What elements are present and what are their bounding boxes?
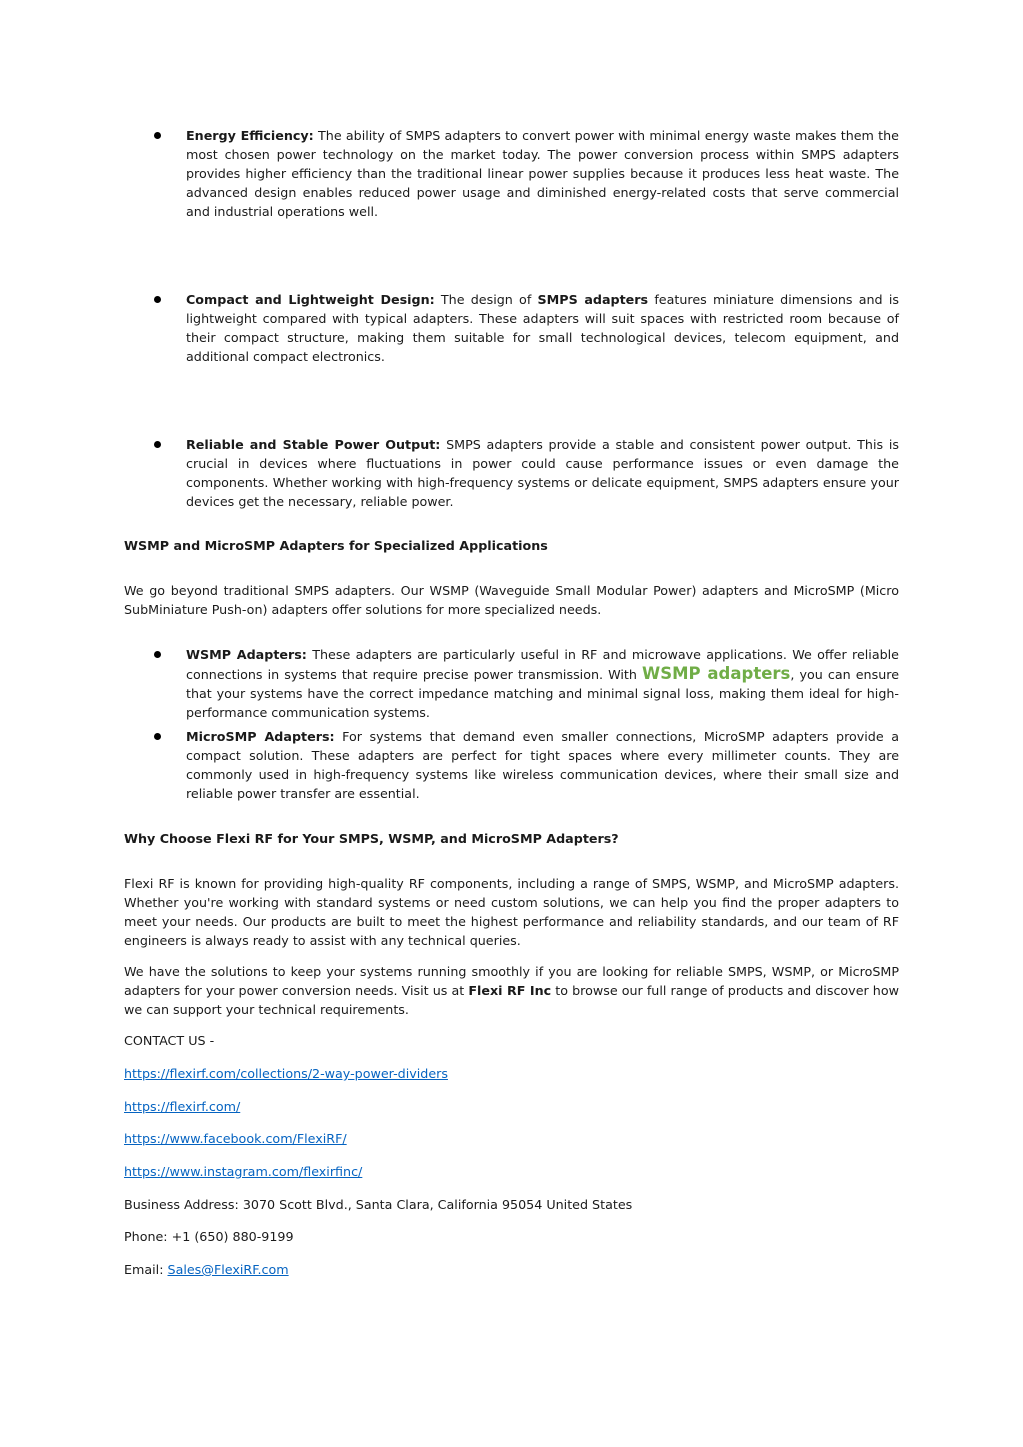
section-intro-paragraph: We go beyond traditional SMPS adapters. Our WSMP (Waveguide Small Modular Power) adapters and MicroSMP (Micro SubMiniature Push-on) adapters offer solutions for more specialized needs. [124, 583, 899, 617]
bullet-dot [154, 733, 161, 740]
bullet-text: For systems that demand even smaller connections, MicroSMP adapters provide a compact solution. These adapters are perfect for tight spaces where every millimeter counts. They are commonly used in high-frequency systems like wireless communication devices, where their small size and reliable power transfer are essential. [186, 729, 900, 801]
bullet-microsmp-adapters [186, 727, 899, 803]
why-choose-paragraph-2 [124, 962, 899, 1019]
bullet-text: The ability of SMPS adapters to convert power with minimal energy waste makes them the most chosen power technology on the market today. The power conversion process within SMPS adapters provides higher efficiency than the traditional linear power supplies because it produces less heat waste. The advanced design enables reduced power usage and diminished energy-related costs that serve commercial and industrial operations well. [186, 128, 899, 219]
email-link[interactable]: Sales@FlexiRF.com [167, 1262, 289, 1277]
company-name: Flexi RF Inc [468, 983, 552, 998]
bullet-text: The design of [434, 292, 538, 307]
bullet-energy-efficiency [186, 126, 899, 221]
bullet-dot [154, 441, 161, 448]
bullet-dot [154, 296, 161, 303]
bullet-compact-design [186, 290, 899, 366]
email-label: Email: [124, 1262, 168, 1277]
bullet-title: Energy Efficiency: [186, 128, 314, 143]
bullet-title: Compact and Lightweight Design: [186, 292, 435, 307]
bullet-title: Reliable and Stable Power Output: [186, 437, 441, 452]
link-facebook[interactable]: https://www.facebook.com/FlexiRF/ [124, 1131, 347, 1146]
wsmp-adapters-link[interactable]: WSMP adapters [642, 664, 791, 683]
paragraph-text: to browse our full range of products and discover how we can support your technical requirements. [124, 983, 899, 1017]
bullet-wsmp-adapters [186, 645, 899, 722]
bullet-reliable-output [186, 435, 899, 511]
bullet-bold-term: SMPS adapters [537, 292, 649, 307]
section-heading-specialized: WSMP and MicroSMP Adapters for Specialized Applications [124, 538, 548, 553]
link-power-dividers[interactable]: https://flexirf.com/collections/2-way-power-dividers [124, 1066, 448, 1081]
contact-us-label: CONTACT US - [124, 1033, 215, 1048]
email-line [124, 1260, 289, 1279]
bullet-text: These adapters are particularly useful in RF and microwave applications. We offer reliable connections in systems that require precise power transmission. With [186, 647, 899, 682]
paragraph-text: We have the solutions to keep your systems running smoothly if you are looking for reliable SMPS, WSMP, or MicroSMP adapters for your power conversion needs. Visit us at [124, 964, 899, 998]
phone-number: Phone: +1 (650) 880-9199 [124, 1229, 294, 1244]
bullet-title: WSMP Adapters: [186, 647, 307, 662]
bullet-title: MicroSMP Adapters: [186, 729, 335, 744]
section-heading-why-choose: Why Choose Flexi RF for Your SMPS, WSMP, and MicroSMP Adapters? [124, 831, 619, 846]
link-instagram[interactable]: https://www.instagram.com/flexirfinc/ [124, 1164, 363, 1179]
bullet-text: SMPS adapters provide a stable and consistent power output. This is crucial in devices where fluctuations in power could cause performance issues or even damage the components. Whether working with high-frequency systems or delicate equipment, SMPS adapters ensure your devices get the necessary, reliable power. [186, 437, 899, 509]
bullet-dot [154, 132, 161, 139]
bullet-dot [154, 651, 161, 658]
business-address: Business Address: 3070 Scott Blvd., Santa Clara, California 95054 United States [124, 1197, 633, 1212]
bullet-text: , you can ensure that your systems have the correct impedance matching and minimal signal loss, making them ideal for high-performance communication systems. [186, 667, 899, 720]
link-flexirf-home[interactable]: https://flexirf.com/ [124, 1099, 241, 1114]
bullet-text: features miniature dimensions and is lightweight compared with typical adapters. These adapters will suit spaces with restricted room because of their compact structure, making them suitable for small technological devices, telecom equipment, and additional compact electronics. [186, 292, 899, 364]
why-choose-paragraph-1: Flexi RF is known for providing high-quality RF components, including a range of SMPS, WSMP, and MicroSMP adapters. Whether you're working with standard systems or need custom solutions, we can help you find the proper adapters to meet your needs. Our products are built to meet the highest performance and reliability standards, and our team of RF engineers is always ready to assist with any technical queries. [124, 876, 899, 948]
